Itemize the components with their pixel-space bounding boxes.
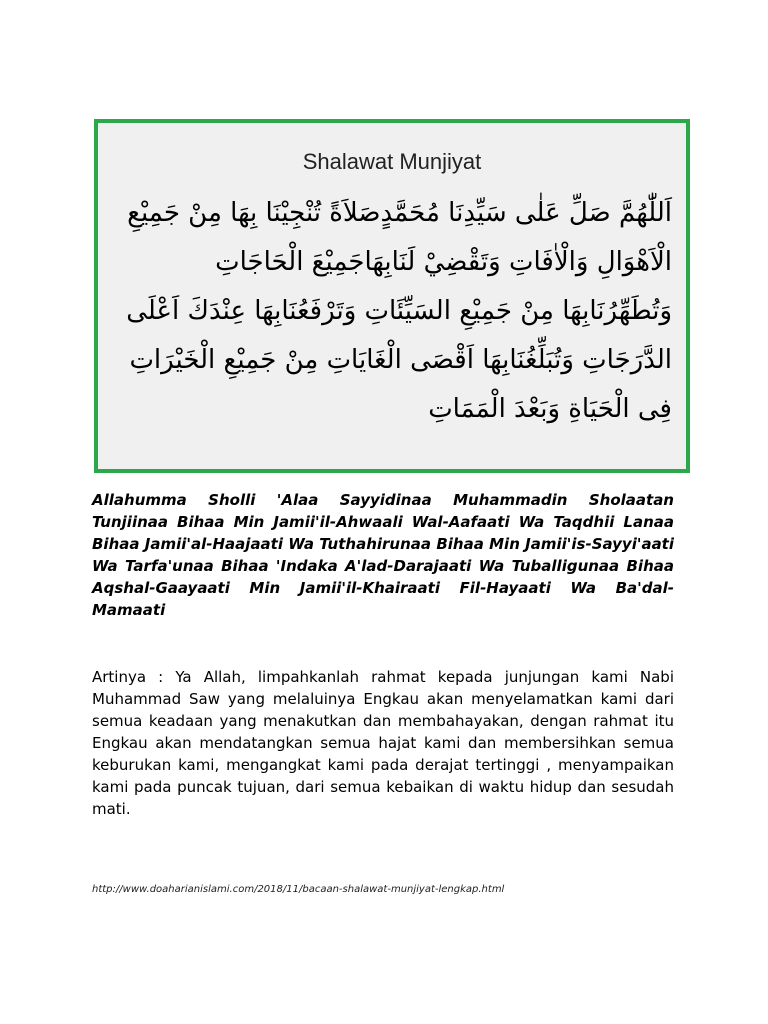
arabic-prayer-text: [108, 189, 672, 434]
arabic-text-card: [94, 119, 690, 473]
arabic-line: وَتُطَهِّرُنَابِهَا مِنْ جَمِيْعِ السَيِّئَاتِ وَتَرْفَعُنَابِهَا عِنْدَكَ اَعْلَى: [126, 296, 672, 326]
translation-paragraph: Artinya : Ya Allah, limpahkanlah rahmat kepada junjungan kami Nabi Muhammad Saw yang melaluinya Engkau akan menyelamatkan kami dari semua keadaan yang menakutkan dan membahayakan, dengan rahmat itu Engkau akan mendatangkan semua hajat kami dan membersihkan semua keburukan kami, mengangkat kami pada derajat tertinggi , menyampaikan kami pada puncak tujuan, dari semua kebaikan di waktu hidup dan sesudah mati.: [92, 668, 674, 818]
transliteration-paragraph: Allahumma Sholli 'Alaa Sayyidinaa Muhammadin Sholaatan Tunjiinaa Bihaa Min Jamii'il-Ahwaali Wal-Aafaati Wa Taqdhii Lanaa Bihaa Jamii'al-Haajaati Wa Tuthahirunaa Bihaa Min Jamii'is-Sayyi'aati Wa Tarfa'unaa Bihaa 'Indaka A'lad-Darajaati Wa Tuballigunaa Bihaa Aqshal-Gaayaati Min Jamii'il-Khairaati Fil-Hayaati Wa Ba'dal-Mamaati: [92, 491, 674, 619]
source-url-link[interactable]: http://www.doaharianislami.com/2018/11/bacaan-shalawat-munjiyat-lengkap.html: [92, 884, 505, 895]
arabic-line: الدَّرَجَاتِ وَتُبَلِّغُنَابِهَا اَقْصَى الْغَايَاتِ مِنْ جَمِيْعِ الْخَيْرَاتِ: [129, 345, 672, 375]
arabic-line: فِى الْحَيَاةِ وَبَعْدَ الْمَمَاتِ: [428, 394, 672, 424]
card-title: Shalawat Munjiyat: [302, 149, 482, 174]
arabic-line: اَللّٰهُمَّ صَلِّ عَلٰى سَيِّدِنَا مُحَمَّدٍصَلاَةً تُنْجِيْنَا بِهَا مِنْ جَمِيْعِ: [127, 198, 672, 228]
arabic-line: الْاَهْوَالِ وَالْاٰفَاتِ وَتَقْضِيْ لَنَابِهَاجَمِيْعَ الْحَاجَاتِ: [215, 247, 672, 277]
